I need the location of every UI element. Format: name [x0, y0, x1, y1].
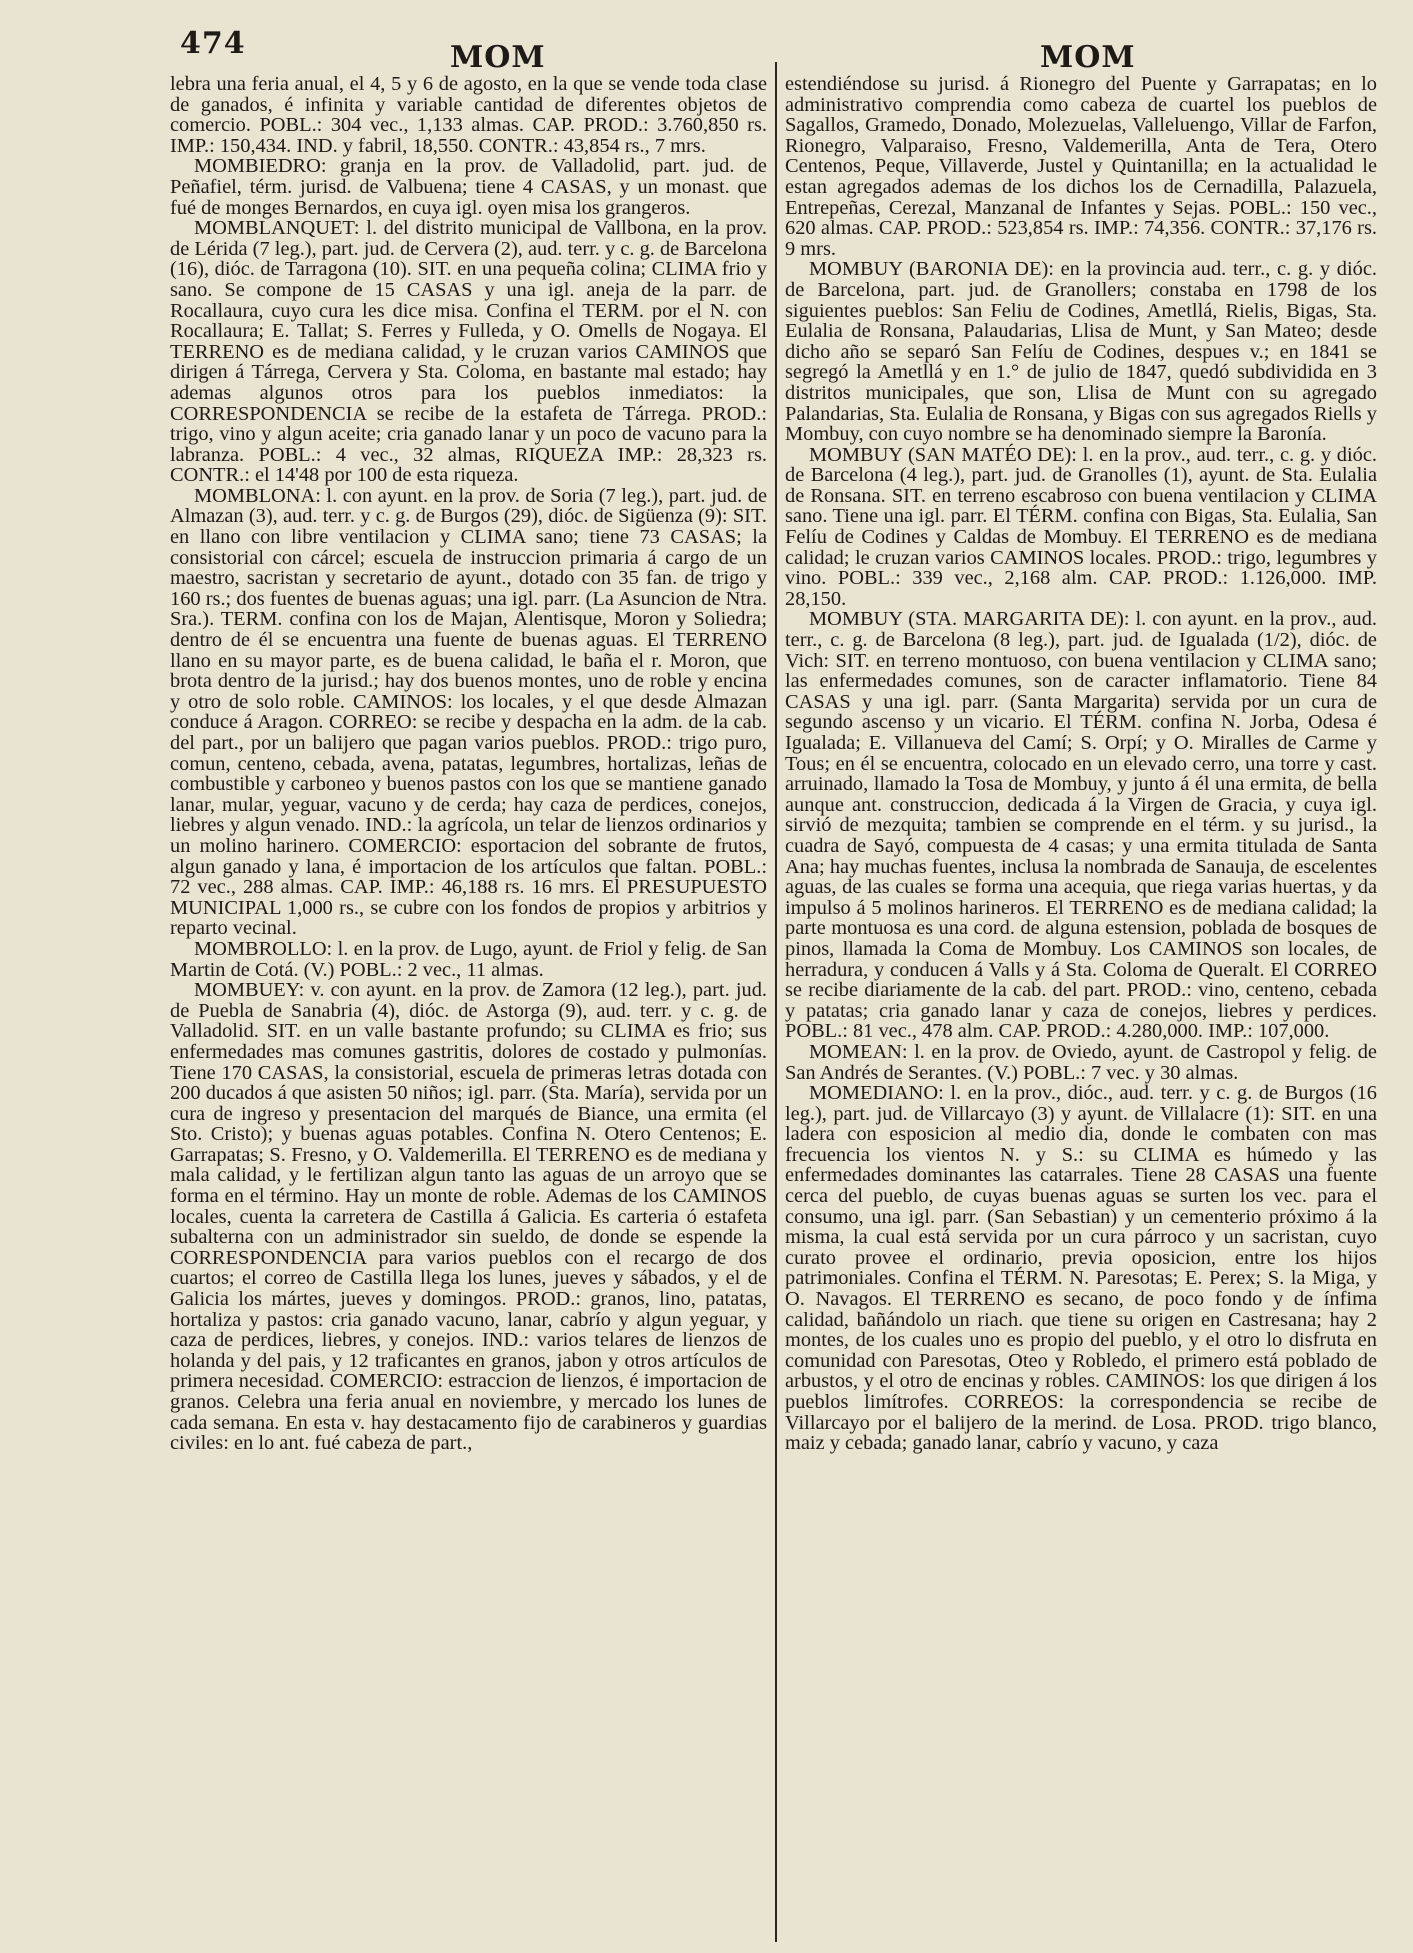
entry-momean: MOMEAN: l. en la prov. de Oviedo, ayunt. de Castropol y felig. de San Andrés de Serantes. (V.) POBL.: 7 vec. y 30 almas. [785, 1040, 1377, 1084]
entry-mombuey: MOMBUEY: v. con ayunt. en la prov. de Zamora (12 leg.), part. jud. de Puebla de Sanabria (4), dióc. de Astorga (9), aud. terr. y c. g. de Valladolid. SIT. en un valle bastante profundo; su CLIMA es frio; sus enfermedades mas comunes gastritis, dolores de costado y pulmonías. Tiene 170 CASAS, la consistorial, escuela de primeras letras dotada con 200 ducados á que asisten 50 niños; igl. parr. (Sta. María), servida por un cura de ingreso y presentacion del marqués de Biance, una ermita (el Sto. Cristo); y buenas aguas potables. Confina N. Otero Centenos; E. Garrapatas; S. Fresno, y O. Valdemerilla. El TERRENO es de mediana y mala calidad, y le fertilizan algun tanto las aguas de un arroyo que se forma en el término. Hay un monte de roble. Ademas de los CAMINOS locales, cuenta la carretera de Castilla á Galicia. Es carteria ó estafeta subalterna con un administrador sin sueldo, de donde se espende la CORRESPONDENCIA para varios pueblos con el recargo de dos cuartos; el correo de Castilla llega los lunes, jueves y sábados, y el de Galicia los mártes, jueves y domingos. PROD.: granos, lino, patatas, hortaliza y pastos: cria ganado vacuno, lanar, cabrío y algun yeguar, y caza de perdices, liebres, y conejos. IND.: varios telares de lienzos de holanda y del pais, y 12 traficantes en granos, jabon y otros artículos de primera necesidad. COMERCIO: estraccion de lienzos, é importacion de granos. Celebra una feria anual en noviembre, y mercado los lunes de cada semana. En esta v. hay destacamento fijo de carabineros y guardias civiles: en lo ant. fué cabeza de part., [170, 979, 767, 1455]
running-head-right: MOM [1040, 40, 1136, 75]
right-column [785, 74, 1377, 1944]
entry-momediano: MOMEDIANO: l. en la prov., dióc., aud. terr. y c. g. de Burgos (16 leg.), part. jud. de Villarcayo (3) y ayunt. de Villalacre (1): SIT. en una ladera con esposicion al medio dia, donde le combaten con mas frecuencia los vientos N. y S.: su CLIMA es húmedo y las enfermedades dominantes las catarrales. Tiene 28 CASAS una fuente cerca del pueblo, de cuyas buenas aguas se surten los vec. para el consumo, una igl. parr. (San Sebastian) y un cementerio próximo á la misma, la cual está servida por un cura párroco y un sacristan, cuyo curato provee el ordinario, previa oposicion, entre los hijos patrimoniales. Confina el TÉRM. N. Paresotas; E. Perex; S. la Miga, y O. Navagos. El TERRENO es secano, de poco fondo y de ínfima calidad, bañándolo un riach. que tiene su origen en Castresana; hay 2 montes, de los cuales uno es propio del pueblo, y el otro lo disfruta en comunidad con Paresotas, Oteo y Robledo, el primero está poblado de arbustos, y el otro de encinas y robles. CAMINOS: los que dirigen á los pueblos limítrofes. CORREOS: la correspondencia se recibe de Villarcayo por el balijero de la merind. de Losa. PROD. trigo blanco, maiz y cebada; ganado lanar, cabrío y vacuno, y caza [785, 1082, 1377, 1455]
left-column [170, 74, 767, 1944]
entry-mombrollo: MOMBROLLO: l. en la prov. de Lugo, ayunt. de Friol y felig. de San Martin de Cotá. (V.) POBL.: 2 vec., 11 almas. [170, 937, 767, 981]
entry-mombuy-san-mateo: MOMBUY (SAN MATÉO DE): l. en la prov., aud. terr., c. g. y dióc. de Barcelona (4 leg.), part. jud. de Granolles (1), ayunt. de Sta. Eulalia de Ronsana. SIT. en terreno escabroso con buena ventilacion y CLIMA sano. Tiene una igl. parr. El TÉRM. confina con Bigas, Sta. Eulalia, San Felíu de Codines y Caldas de Mombuy. El TERRENO es de mediana calidad; le cruzan varios CAMINOS locales. PROD.: trigo, legumbres y vino. POBL.: 339 vec., 2,168 alm. CAP. PROD.: 1.126,000. IMP. 28,150. [785, 443, 1377, 610]
column-divider [775, 62, 777, 1942]
entry-mombuy-baronia: MOMBUY (BARONIA DE): en la provincia aud. terr., c. g. y dióc. de Barcelona, part. jud. de Granollers; constaba en 1798 de los siguientes pueblos: San Feliu de Codines, Ametllá, Rielis, Bigas, Sta. Eulalia de Ronsana, Palaudarias, Llisa de Munt, y San Mateo; desde dicho año se separó San Felíu de Codines, despues v.; en 1841 se segregó la Ametllá y en 1.° de julio de 1847, quedó subdividida en 3 distritos municipales, que son, Llisa de Munt con su agregado Palandarias, Sta. Eulalia de Ronsana, y Bigas con sus agregados Riells y Mombuy, con cuyo nombre se ha denominado siempre la Baronía. [785, 258, 1377, 446]
entry-continuation: estendiéndose su jurisd. á Rionegro del Puente y Garrapatas; en lo administrativo comprendia como cabeza de cuartel los pueblos de Sagallos, Gramedo, Donado, Molezuelas, Valleluengo, Villar de Farfon, Rionegro, Valparaiso, Fresno, Valdemerilla, Anta de Tera, Otero Centenos, Peque, Villaverde, Justel y Quintanilla; en la actualidad le estan agregados ademas de los dichos los de Cernadilla, Palazuela, Entrepeñas, Cerezal, Manzanal de Infantes y Sejas. POBL.: 150 vec., 620 almas. CAP. PROD.: 523,854 rs. IMP.: 74,356. CONTR.: 37,176 rs. 9 mrs. [785, 74, 1377, 260]
entry-momblona: MOMBLONA: l. con ayunt. en la prov. de Soria (7 leg.), part. jud. de Almazan (3), aud. terr. y c. g. de Burgos (29), dióc. de Sigüenza (9): SIT. en llano con libre ventilacion y CLIMA sano; tiene 73 CASAS; la consistorial con cárcel; escuela de instruccion primaria á cargo de un maestro, sacristan y secretario de ayunt., dotado con 35 fan. de trigo y 160 rs.; dos fuentes de buenas aguas; una igl. parr. (La Asuncion de Ntra. Sra.). TERM. confina con los de Majan, Alentisque, Moron y Soliedra; dentro de él se encuentra una fuente de buenas aguas. El TERRENO llano en su mayor parte, es de buena calidad, le baña el r. Moron, que brota dentro de la jurisd.; hay dos buenos montes, uno de roble y encina y otro de solo roble. CAMINOS: los locales, y el que desde Almazan conduce á Aragon. CORREO: se recibe y despacha en la adm. de la cab. del part., por un balijero que pagan varios pueblos. PROD.: trigo puro, comun, centeno, cebada, avena, patatas, legumbres, hortalizas, leñas de combustible y carboneo y buenos pastos con los que se mantiene ganado lanar, mular, yeguar, vacuno y de cerda; hay caza de perdices, conejos, liebres y algun venado. IND.: la agrícola, un telar de lienzos ordinarios y un molino harinero. COMERCIO: esportacion del sobrante de frutos, algun ganado y lana, é importacion de los artículos que faltan. POBL.: 72 vec., 288 almas. CAP. IMP.: 46,188 rs. 16 mrs. El PRESUPUESTO MUNICIPAL 1,000 rs., se cubre con los fondos de propios y arbitrios y reparto vecinal. [170, 484, 767, 940]
entry-mombiedro: MOMBIEDRO: granja en la prov. de Valladolid, part. jud. de Peñafiel, térm. jurisd. de Valbuena; tiene 4 CASAS, y un monast. que fué de monges Bernardos, en cuya igl. oyen misa los grangeros. [170, 155, 767, 219]
entry-mombuy-sta-margarita: MOMBUY (STA. MARGARITA DE): l. con ayunt. en la prov., aud. terr., c. g. de Barcelona (8 leg.), part. jud. de Igualada (1/2), dióc. de Vich: SIT. en terreno montuoso, con buena ventilacion y CLIMA sano; las enfermedades comunes, son de caracter inflamatorio. Tiene 84 CASAS y una igl. parr. (Santa Margarita) servida por un cura de segundo ascenso y un vicario. El TÉRM. confina N. Jorba, Odesa é Igualada; E. Villanueva del Camí; S. Orpí; y O. Miralles de Carme y Tous; en él se encuentra, colocado en un elevado cerro, una torre y cast. arruinado, llamado la Tosa de Mombuy, y junto á él una ermita, de bella aunque ant. construccion, dedicada á la Virgen de Gracia, y cuya igl. sirvió de mezquita; tambien se comprende en el térm. y su jurisd., la cuadra de Sayó, compuesta de 4 casas; y una ermita titulada de Santa Ana; hay muchas fuentes, inclusa la nombrada de Sanauja, de escelentes aguas, de las cuales se forma una acequia, que riega varias huertas, y da impulso á 5 molinos harineros. El TERRENO es de mediana calidad; la parte montuosa es una cord. de alguna estension, poblada de bosques de pinos, llamada la Coma de Mombuy. Los CAMINOS son locales, de herradura, y conducen á Valls y á Sta. Coloma de Queralt. El CORREO se recibe diariamente de la cab. del part. PROD.: vino, centeno, cebada y patatas; cria ganado lanar y caza de conejos, liebres y perdices. POBL.: 81 vec., 478 alm. CAP. PROD.: 4.280,000. IMP.: 107,000. [785, 608, 1377, 1043]
running-head-left: MOM [450, 40, 546, 75]
entry-continuation: lebra una feria anual, el 4, 5 y 6 de agosto, en la que se vende toda clase de ganados, é infinita y variable cantidad de diferentes objetos de comercio. POBL.: 304 vec., 1,133 almas. CAP. PROD.: 3.760,850 rs. IMP.: 150,434. IND. y fabril, 18,550. CONTR.: 43,854 rs., 7 mrs. [170, 74, 767, 157]
entry-momblanquet: MOMBLANQUET: l. del distrito municipal de Vallbona, en la prov. de Lérida (7 leg.), part. jud. de Cervera (2), aud. terr. y c. g. de Barcelona (16), dióc. de Tarragona (10). SIT. en una pequeña colina; CLIMA frio y sano. Se compone de 15 CASAS y una igl. aneja de la parr. de Rocallaura, cuyo cura les dice misa. Confina el TERM. por el N. con Rocallaura; E. Tallat; S. Ferres y Fulleda, y O. Omells de Nogaya. El TERRENO es de mediana calidad, y le cruzan varios CAMINOS que dirigen á Tárrega, Cervera y Sta. Coloma, en bastante mal estado; hay ademas algunos otros para los pueblos inmediatos: la CORRESPONDENCIA se recibe de la estafeta de Tárrega. PROD.: trigo, vino y algun aceite; cria ganado lanar y un poco de vacuno para la labranza. POBL.: 4 vec., 32 almas, RIQUEZA IMP.: 28,323 rs. CONTR.: el 14'48 por 100 de esta riqueza. [170, 217, 767, 487]
page-number: 474 [180, 26, 246, 61]
